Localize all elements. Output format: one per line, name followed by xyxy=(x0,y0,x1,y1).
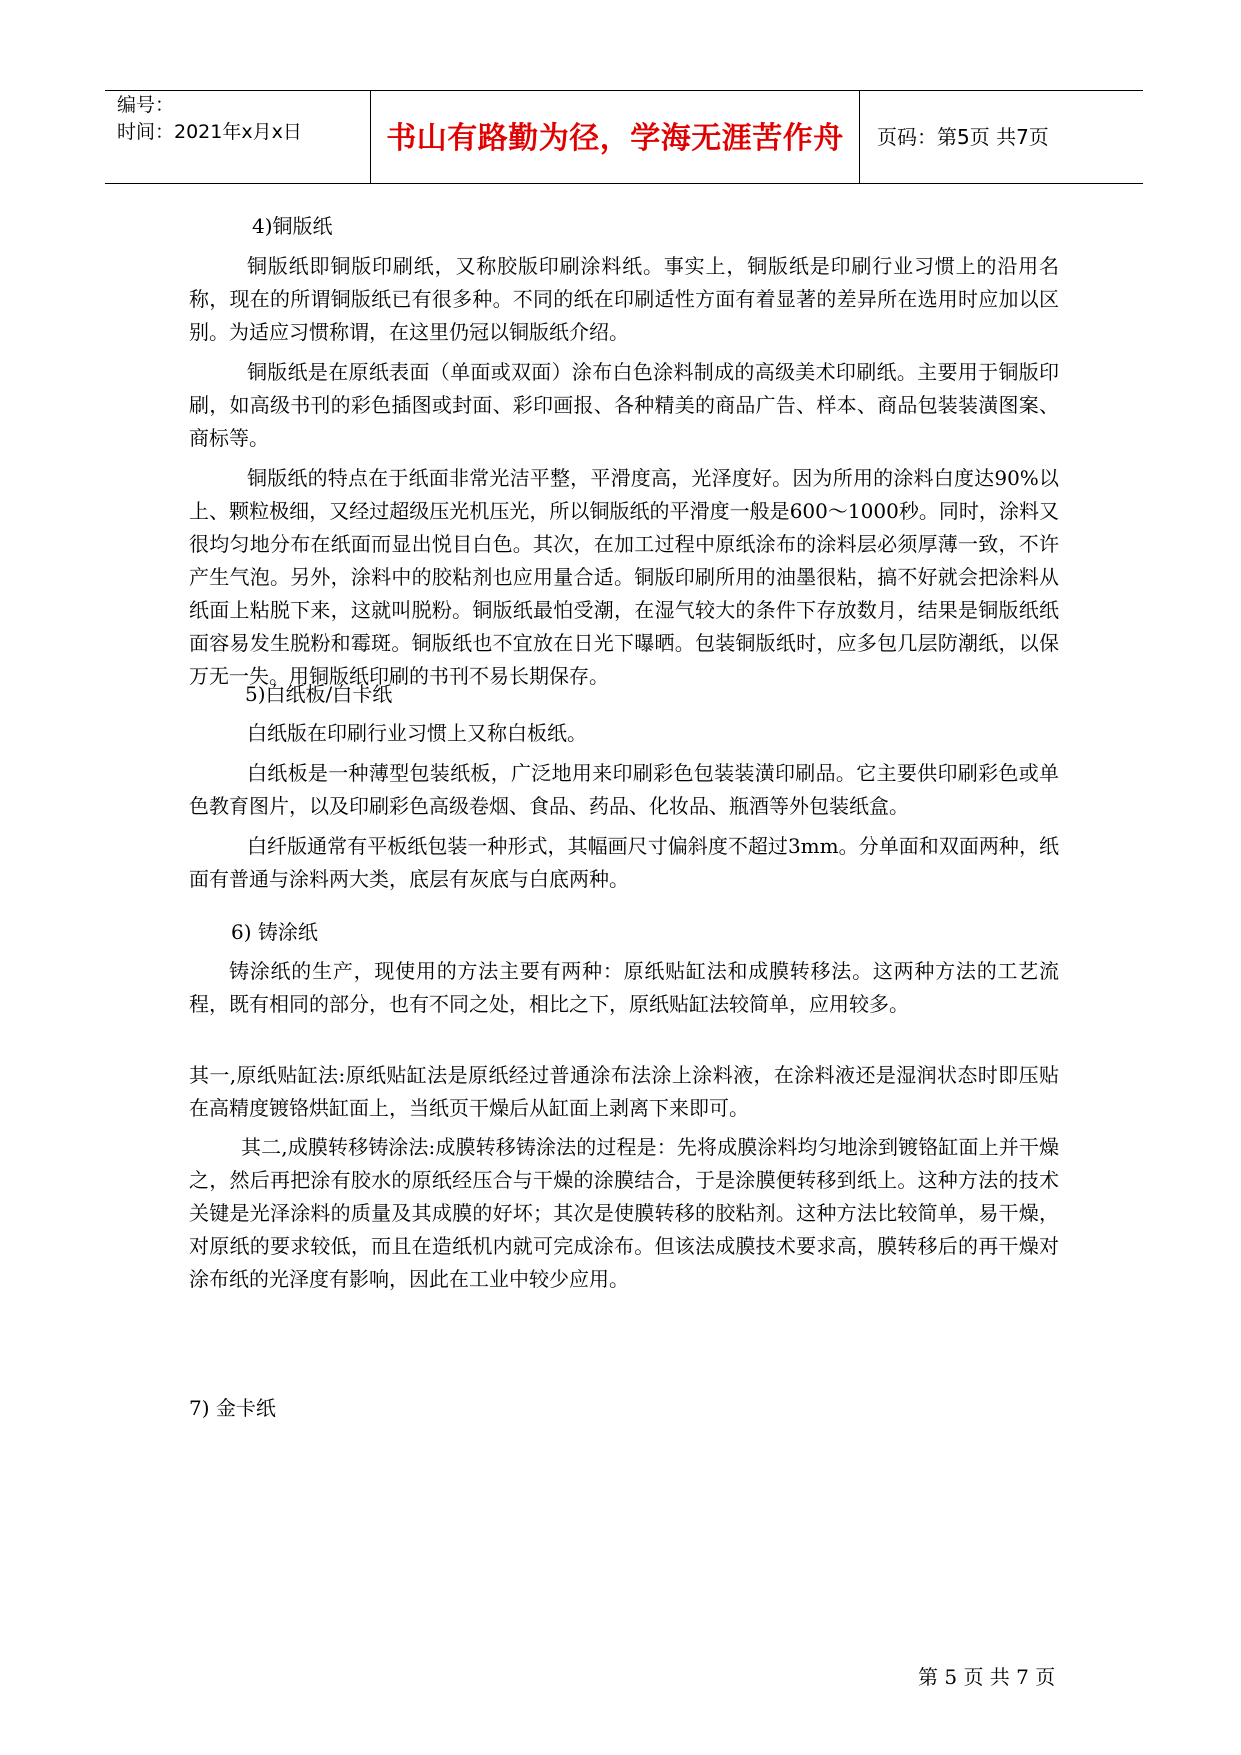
paragraph-whiteboard-usage: 白纸板是一种薄型包装纸板，广泛地用来印刷彩色包装装潢印刷品。它主要供印刷彩色或单色教育图片，以及印刷彩色高级卷烟、食品、药品、化妆品、瓶酒等外包装纸盒。 xyxy=(189,761,1059,818)
page-footer: 第 5 页 共 7 页 xyxy=(918,1665,1056,1689)
paragraph-whiteboard-alias: 白纸版在印刷行业习惯上又称白板纸。 xyxy=(247,721,587,745)
paragraph-method-one: 其一,原纸贴缸法:原纸贴缸法是原纸经过普通涂布法涂上涂料液，在涂料液还是湿润状态时即压贴在高精度镀铬烘缸面上，当纸页干燥后从缸面上剥离下来即可。 xyxy=(189,1063,1059,1120)
paragraph-cast-coated-methods: 铸涂纸的生产，现使用的方法主要有两种：原纸贴缸法和成膜转移法。这两种方法的工艺流程，既有相同的部分，也有不同之处，相比之下，原纸贴缸法较简单，应用较多。 xyxy=(189,959,1059,1016)
paragraph-whiteboard-format: 白纤版通常有平板纸包装一种形式，其幅画尺寸偏斜度不超过3mm。分单面和双面两种，纸面有普通与涂料两大类，底层有灰底与白底两种。 xyxy=(189,834,1059,891)
section-heading-6: 6) 铸涂纸 xyxy=(231,920,318,944)
paragraph-coated-paper-features: 铜版纸的特点在于纸面非常光洁平整，平滑度高，光泽度好。因为所用的涂料白度达90%以上、颗粒极细，又经过超级压光机压光，所以铜版纸的平滑度一般是600～1000秒。同时，涂料又很均匀地分布在纸面而显出悦目白色。其次，在加工过程中原纸涂布的涂料层必须厚薄一致，不许产生气泡。另外，涂料中的胶粘剂也应用量合适。铜版印刷所用的油墨很粘，搞不好就会把涂料从纸面上粘脱下来，这就叫脱粉。铜版纸最怕受潮，在湿气较大的条件下存放数月，结果是铜版纸纸面容易发生脱粉和霉斑。铜版纸也不宜放在日光下曝晒。包装铜版纸时，应多包几层防潮纸，以保万无一失。用铜版纸印刷的书刊不易长期保存。 xyxy=(189,466,1059,688)
header-meta-cell xyxy=(105,91,371,183)
paragraph-coated-paper-intro: 铜版纸即铜版印刷纸，又称胶版印刷涂料纸。事实上，铜版纸是印刷行业习惯上的沿用名称，现在的所谓铜版纸已有很多种。不同的纸在印刷适性方面有着显著的差异所在选用时应加以区别。为适应习惯称谓，在这里仍冠以铜版纸介绍。 xyxy=(189,254,1059,344)
section-heading-4: 4)铜版纸 xyxy=(252,214,333,238)
page-header xyxy=(105,90,1143,184)
header-page-code: 页码：第5页 共7页 xyxy=(877,125,1049,149)
section-heading-7: 7) 金卡纸 xyxy=(189,1396,276,1420)
header-slogan-cell xyxy=(371,91,860,183)
section-heading-5: 5)白纸板/白卡纸 xyxy=(245,682,393,706)
paragraph-method-two: 其二,成膜转移铸涂法:成膜转移铸涂法的过程是：先将成膜涂料均匀地涂到镀铬缸面上并干燥之，然后再把涂有胶水的原纸经压合与干燥的涂膜结合，于是涂膜便转移到纸上。这种方法的技术关键是光泽涂料的质量及其成膜的好坏；其次是使膜转移的胶粘剂。这种方法比较简单，易干燥，对原纸的要求较低，而且在造纸机内就可完成涂布。但该法成膜技术要求高，膜转移后的再干燥对涂布纸的光泽度有影响，因此在工业中较少应用。 xyxy=(189,1135,1059,1291)
document-number-label: 编号： xyxy=(117,94,175,116)
header-page-cell xyxy=(861,91,1143,183)
header-slogan: 书山有路勤为径，学海无涯苦作舟 xyxy=(386,121,844,156)
document-time-label: 时间：2021年x月x日 xyxy=(117,121,302,143)
paragraph-coated-paper-definition: 铜版纸是在原纸表面（单面或双面）涂布白色涂料制成的高级美术印刷纸。主要用于铜版印刷，如高级书刊的彩色插图或封面、彩印画报、各种精美的商品广告、样本、商品包装装潢图案、商标等。 xyxy=(189,360,1059,450)
